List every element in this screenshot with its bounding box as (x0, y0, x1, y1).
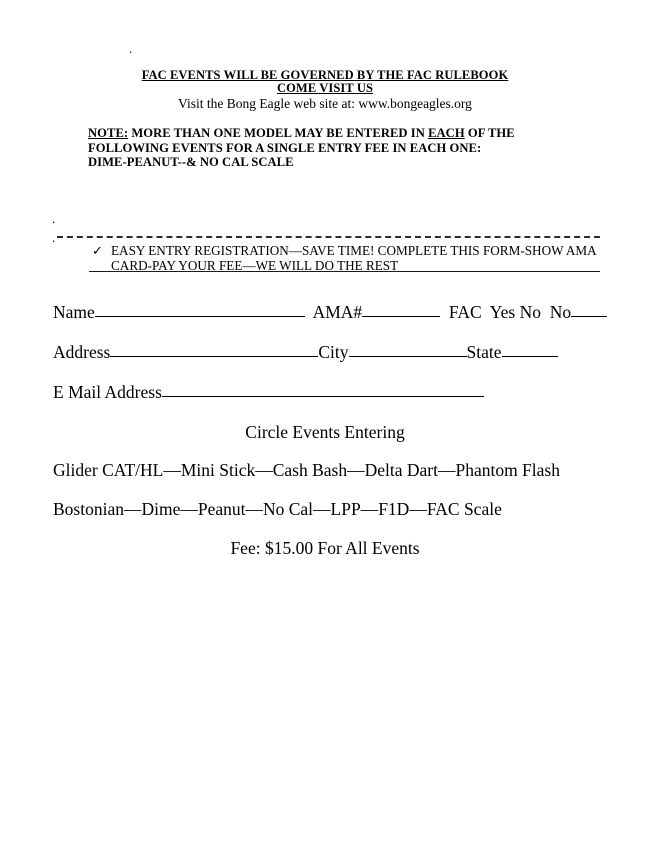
stray-period-mark-lower: . (52, 230, 56, 245)
name-row-blank-5[interactable] (571, 301, 607, 317)
form-row-name[interactable] (53, 301, 607, 323)
easy-entry-callout-text (111, 243, 611, 273)
page-title-line-2-text: COME VISIT US (276, 81, 373, 95)
address-row-label-2: City (318, 342, 349, 362)
address-row-blank-3[interactable] (349, 341, 467, 357)
entry-fee-text: Fee: $15.00 For All Events (230, 538, 420, 558)
event-list-line-1[interactable]: Glider CAT/HL—Mini Stick—Cash Bash—Delta Dart—Phantom Flash (53, 460, 560, 480)
email-row-label-0: E Mail Address (53, 382, 162, 402)
address-row-label-0: Address (53, 342, 111, 362)
page-title-line-1-text: FAC EVENTS WILL BE GOVERNED BY THE FAC RULEBOOK (141, 68, 509, 82)
callout-line-2: CARD-PAY YOUR FEE—WE WILL DO THE REST (111, 258, 399, 273)
check-mark-icon: ✓ (92, 243, 103, 258)
circle-events-heading: Circle Events Entering (245, 422, 405, 442)
note-line3: DIME-PEANUT--& NO CAL SCALE (88, 155, 294, 170)
name-row-blank-3[interactable] (362, 301, 440, 317)
name-row-blank-1[interactable] (95, 301, 305, 317)
note-label: NOTE: (88, 126, 129, 140)
email-row-blank-1[interactable] (162, 381, 484, 397)
event-list-line-2[interactable]: Bostonian—Dime—Peanut—No Cal—LPP—F1D—FAC Scale (53, 499, 502, 519)
stray-period-mark-upper: . (52, 211, 56, 226)
callout-line-1: EASY ENTRY REGISTRATION—SAVE TIME! COMPLETE THIS FORM-SHOW AMA (111, 243, 597, 258)
website-subheading: Visit the Bong Eagle web site at: www.bongeagles.org (178, 96, 472, 111)
dashed-separator-rule (57, 236, 600, 238)
name-row-label-0: Name (53, 302, 95, 322)
form-row-email[interactable] (53, 381, 484, 403)
note-line2: FOLLOWING EVENTS FOR A SINGLE ENTRY FEE IN EACH ONE: (88, 140, 482, 155)
page-title-line-2 (0, 81, 650, 96)
note-line1-part-b: OF THE (464, 126, 515, 140)
address-row-blank-1[interactable] (110, 341, 318, 357)
address-row-label-4: State (466, 342, 502, 362)
form-row-address[interactable] (53, 341, 558, 363)
note-paragraph (88, 126, 515, 170)
note-line1-part-a: MORE THAN ONE MODEL MAY BE ENTERED IN (128, 126, 429, 140)
name-row-label-4: FAC Yes No No (440, 302, 572, 322)
name-row-label-2: AMA# (304, 302, 363, 322)
address-row-blank-5[interactable] (502, 341, 558, 357)
stray-period-mark-top: . (129, 41, 133, 56)
note-emphasis-each: EACH (428, 126, 465, 140)
